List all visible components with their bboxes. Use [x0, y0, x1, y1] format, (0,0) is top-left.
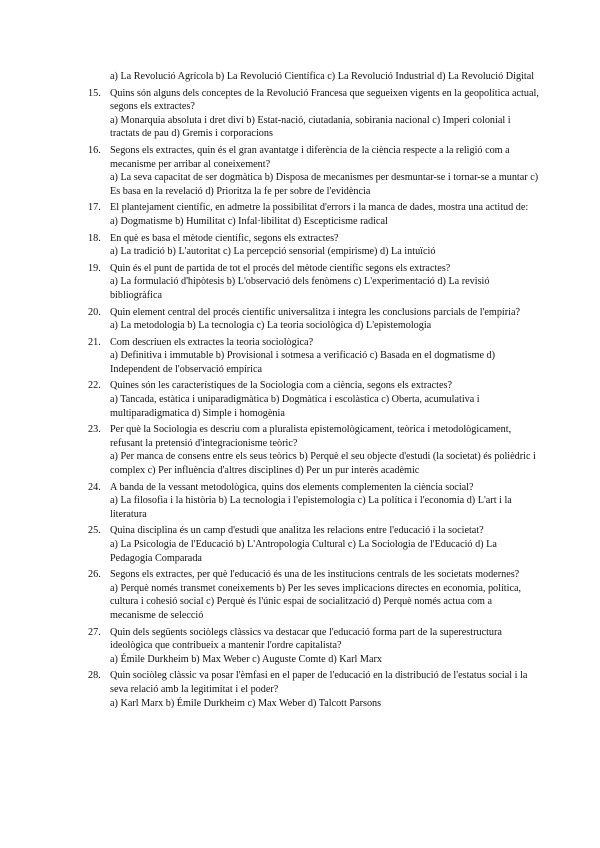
question-row: [88, 524, 540, 538]
question-item: [88, 669, 540, 710]
question-item: [88, 481, 540, 522]
answer-options: a) Monarquia absoluta i dret diví b) Estat-nació, ciutadania, sobirania nacional c) Imperi colonial i tractats de pau d) Gremis i corporacions: [110, 114, 511, 140]
answer-options: a) La metodologia b) La tecnologia c) La teoria sociològica d) L'epistemologia: [110, 320, 432, 332]
question-row: [88, 481, 540, 495]
question-number: 17.: [88, 202, 101, 214]
question-number: 15.: [88, 87, 101, 99]
question-text: Quins són alguns dels conceptes de la Revolució Francesa que segueixen vigents en la geopolítica actual, segons els extractes?: [110, 87, 539, 113]
question-text: Quina disciplina és un camp d'estudi que analitza les relacions entre l'educació i la societat?: [110, 525, 484, 537]
question-text: Quin element central del procés científic universalitza i integra les conclusions parcials de l'empíria?: [110, 306, 521, 318]
question-text: Quin sociòleg clàssic va posar l'èmfasi en el paper de l'educació en la distribució de l'estatus social i la seva relació amb la legitimitat i el poder?: [110, 670, 528, 695]
question-row: [88, 379, 540, 393]
question-text: Per què la Sociologia es descriu com a pluralista epistemològicament, teòrica i metodològicament, refusant la pretensió d'integracionisme teòric?: [110, 424, 512, 449]
question-number: 20.: [88, 306, 101, 318]
question-text: Quin és el punt de partida de tot el procés del mètode científic segons els extractes?: [110, 262, 451, 274]
question-item: [88, 144, 540, 198]
answer-options: a) Karl Marx b) Émile Durkheim c) Max Weber d) Talcott Parsons: [110, 697, 382, 709]
question-item: [88, 423, 540, 477]
answer-options: a) Per manca de consens entre els seus teòrics b) Perquè el seu objecte d'estudi (la societat) és polièdric i complex c) Per influència d'altres disciplines d) Per un pur interès acadèmic: [110, 451, 536, 477]
question-number: 19.: [88, 262, 101, 274]
question-number: 16.: [88, 144, 101, 156]
answer-options: a) La seva capacitat de ser dogmàtica b) Disposa de mecanismes per desmuntar-se i tornar-se a muntar c) Es basa en la revelació d) Prioritza la fe per sobre de l'evidència: [110, 172, 539, 197]
question-item: [88, 87, 540, 141]
answer-options: a) La filosofia i la història b) La tecnologia i l'epistemologia c) La política i l'economia d) L'art i la literatura: [110, 495, 512, 520]
question-item: [88, 568, 540, 622]
question-list: [88, 87, 540, 711]
question-item: [88, 626, 540, 667]
question-number: 28.: [88, 670, 101, 682]
question-row: [88, 306, 540, 320]
question-row: [88, 262, 540, 276]
question-item: [88, 379, 540, 420]
question-text: Segons els extractes, quin és el gran avantatge i diferència de la ciència respecte a la religió com a mecanisme per arribar al coneixement?: [110, 144, 510, 170]
question-number: 24.: [88, 481, 101, 493]
answer-options: a) La Psicologia de l'Educació b) L'Antropologia Cultural c) La Sociologia de l'Educació d) La Pedagogia Comparada: [110, 539, 497, 564]
question-row: [88, 568, 540, 582]
question-row: [88, 669, 540, 696]
question-number: 23.: [88, 424, 101, 436]
question-number: 27.: [88, 626, 101, 638]
question-number: 26.: [88, 569, 101, 581]
answer-options: a) Émile Durkheim b) Max Weber c) Auguste Comte d) Karl Marx: [110, 653, 382, 665]
question-row: [88, 626, 540, 653]
question-number: 25.: [88, 525, 101, 537]
question-item: [88, 524, 540, 565]
question-number: 22.: [88, 380, 101, 392]
question-item: [88, 336, 540, 377]
question-text: Segons els extractes, per què l'educació és una de les institucions centrals de les societats modernes?: [110, 569, 520, 581]
answer-options: a) Tancada, estàtica i uniparadigmàtica b) Dogmàtica i escolàstica c) Oberta, acumulativa i multiparadigmatica d) Simple i homogènia: [110, 394, 480, 419]
question-number: 21.: [88, 336, 101, 348]
question-text: El plantejament científic, en admetre la possibilitat d'errors i la manca de dades, mostra una actitud de:: [110, 202, 529, 214]
question-number: 18.: [88, 232, 101, 244]
answer-options: a) La tradició b) L'autoritat c) La percepció sensorial (empirisme) d) La intuïció: [110, 246, 436, 258]
intro-answers: a) La Revolució Agrícola b) La Revolució Científica c) La Revolució Industrial d) La Revolució Digital: [110, 71, 535, 82]
question-text: Com descriuen els extractes la teoria sociològica?: [110, 336, 314, 348]
question-item: [88, 262, 540, 303]
question-text: A banda de la vessant metodològica, quins dos elements complementen la ciència social?: [110, 481, 474, 493]
question-item: [88, 306, 540, 333]
question-item: [88, 232, 540, 259]
question-row: [88, 336, 540, 350]
answer-options: a) Definitiva i immutable b) Provisional i sotmesa a verificació c) Basada en el dogmatisme d) Independent de l'observació empírica: [110, 350, 496, 375]
answer-options: a) La formulació d'hipòtesis b) L'observació dels fenòmens c) L'experimentació d) La revisió bibliogràfica: [110, 276, 490, 301]
question-row: [88, 232, 540, 246]
question-row: [88, 144, 540, 171]
question-text: Quin dels següents sociòlegs clàssics va destacar que l'educació forma part de la superestructura ideològica que contribueix a mantenir l'ordre capitalista?: [110, 626, 502, 652]
question-item: [88, 201, 540, 228]
question-row: [88, 423, 540, 450]
answer-options: a) Dogmatisme b) Humilitat c) Infal·libilitat d) Escepticisme radical: [110, 215, 388, 227]
question-row: [88, 201, 540, 215]
question-text: Quines són les característiques de la Sociologia com a ciència, segons els extractes?: [110, 380, 453, 392]
question-row: [88, 87, 540, 114]
answer-options: a) Perquè només transmet coneixements b) Per les seves implicacions directes en economia, política, cultura i cohesió social c) Perquè és l'únic espai de socialització d) Perquè només actua com a mecanisme de selecció: [110, 582, 522, 621]
question-text: En què es basa el mètode científic, segons els extractes?: [110, 232, 339, 244]
